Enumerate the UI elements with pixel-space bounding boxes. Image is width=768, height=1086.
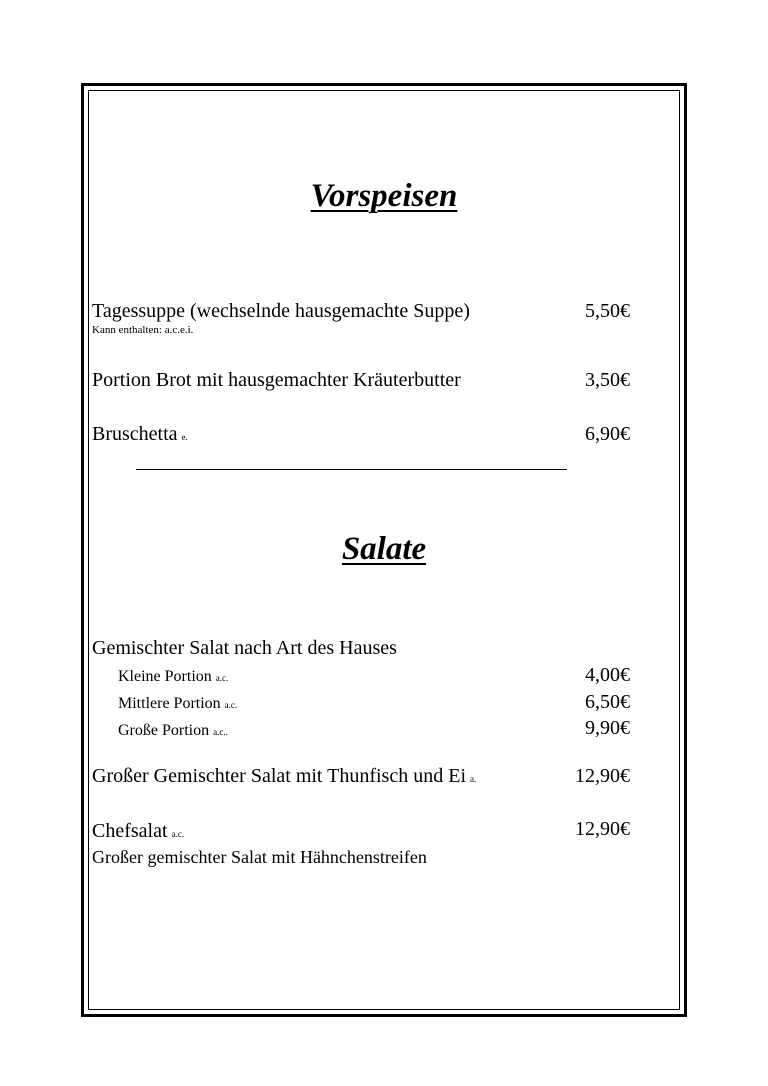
section-title-vorspeisen: Vorspeisen	[310, 178, 458, 214]
allergen-tag: a.c.	[224, 700, 238, 710]
menu-item-price: 12,90€	[575, 818, 630, 840]
menu-item-price: 12,90€	[575, 765, 630, 787]
menu-item-description: Großer gemischter Salat mit Hähnchenstreifen	[92, 847, 427, 867]
portion-item	[118, 692, 237, 717]
allergen-tag: e.	[181, 432, 188, 442]
portion-price: 9,90€	[585, 717, 630, 739]
section-title-salate: Salate	[341, 531, 427, 567]
portion-name: Große Portion	[118, 722, 210, 739]
section-divider	[136, 469, 567, 470]
menu-item-price: 6,90€	[585, 423, 630, 445]
allergen-tag: a.c.	[171, 829, 185, 839]
menu-item-price: 3,50€	[585, 369, 630, 391]
menu-item	[92, 764, 476, 791]
portion-name: Mittlere Portion	[118, 695, 221, 712]
allergen-note: Kann enthalten: a.c.e.i.	[92, 324, 194, 336]
menu-item-name: Tagessuppe (wechselnde hausgemachte Suppe)	[92, 300, 470, 322]
allergen-tag: a.	[470, 774, 477, 784]
portion-name: Kleine Portion	[118, 668, 212, 685]
menu-item-name: Chefsalat	[92, 820, 168, 842]
allergen-tag: a.c..	[213, 727, 228, 737]
portion-item	[118, 719, 228, 744]
menu-item-name: Gemischter Salat nach Art des Hauses	[92, 637, 397, 659]
menu-item-price: 5,50€	[585, 300, 630, 322]
menu-item-name: Großer Gemischter Salat mit Thunfisch und Ei	[92, 765, 466, 787]
portion-item	[118, 665, 228, 690]
portion-price: 6,50€	[585, 691, 630, 713]
portion-price: 4,00€	[585, 664, 630, 686]
allergen-tag: a.c.	[215, 673, 229, 683]
menu-item-name: Portion Brot mit hausgemachter Kräuterbutter	[92, 369, 461, 391]
menu-item	[92, 422, 188, 449]
menu-item-name: Bruschetta	[92, 423, 178, 445]
menu-item	[92, 819, 184, 846]
